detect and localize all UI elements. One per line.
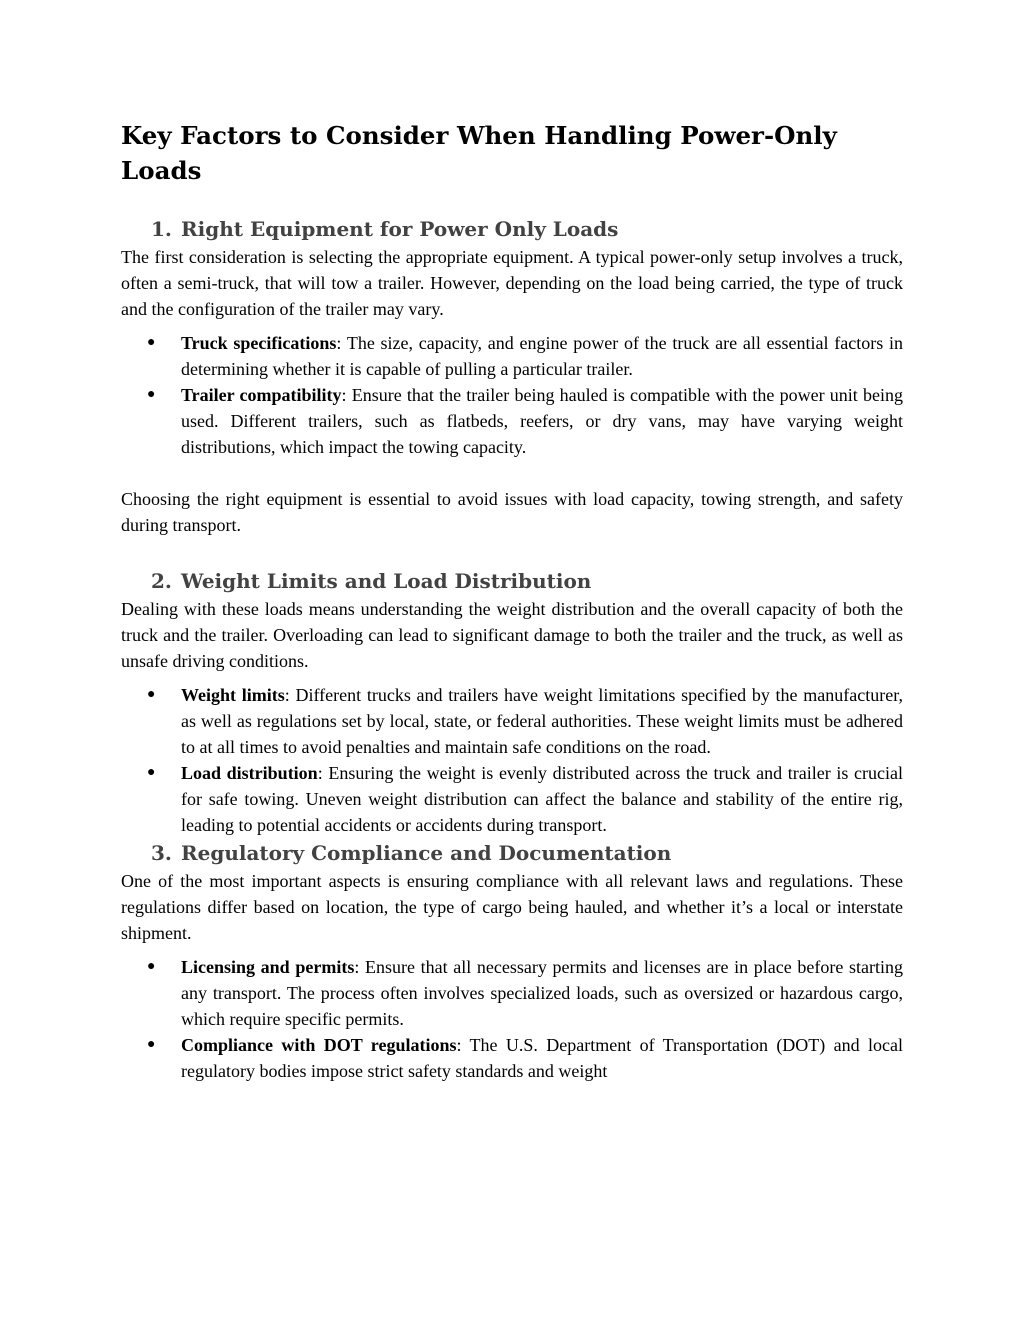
- bullet-list: [121, 330, 903, 460]
- bullet-icon: ●: [147, 765, 156, 780]
- list-item: [121, 382, 903, 460]
- section-intro: Dealing with these loads means understanding the weight distribution and the overall capacity of both the truck and the trailer. Overloading can lead to significant damage to both the trailer and the truck, as well as unsafe driving conditions.: [121, 599, 903, 671]
- bullet-icon: ●: [147, 335, 156, 350]
- bullet-term: Weight limits: [181, 685, 285, 705]
- section-heading: [121, 214, 903, 244]
- section-intro: The first consideration is selecting the appropriate equipment. A typical power-only setup involves a truck, often a semi-truck, that will tow a trailer. However, depending on the load being carried, the type of truck and the configuration of the trailer may vary.: [121, 247, 903, 319]
- section-number: 2.: [151, 569, 172, 593]
- bullet-text: : Ensure that all necessary permits and licenses are in place before starting any transport. The process often involves specialized loads, such as oversized or hazardous cargo, which require specific permits.: [181, 957, 903, 1029]
- bullet-text: : Ensure that the trailer being hauled is compatible with the power unit being used. Different trailers, such as flatbeds, reefers, or dry vans, may have varying weight distributions, which impact the towing capacity.: [181, 385, 903, 457]
- bullet-icon: ●: [147, 387, 156, 402]
- list-item: [121, 1032, 903, 1084]
- bullet-term: Truck specifications: [181, 333, 337, 353]
- bullet-text: : Ensuring the weight is evenly distributed across the truck and trailer is crucial for safe towing. Uneven weight distribution can affect the balance and stability of the entire rig, leading to potential accidents or accidents during transport.: [181, 763, 904, 835]
- bullet-text: : The U.S. Department of Transportation (DOT) and local regulatory bodies impose strict safety standards and weight: [181, 1035, 904, 1081]
- bullet-text: : Different trucks and trailers have weight limitations specified by the manufacturer, as well as regulations set by local, state, or federal authorities. These weight limits must be adhered to at all times to avoid penalties and maintain safe conditions on the road.: [181, 685, 903, 757]
- bullet-term: Trailer compatibility: [181, 385, 342, 405]
- section-title: Right Equipment for Power Only Loads: [181, 217, 619, 241]
- document-title: Key Factors to Consider When Handling Power-Only Loads: [121, 121, 837, 185]
- bullet-icon: ●: [147, 687, 156, 702]
- bullet-icon: ●: [147, 1037, 156, 1052]
- section-intro: One of the most important aspects is ensuring compliance with all relevant laws and regulations. These regulations differ based on location, the type of cargo being hauled, and whether it’s a local or interstate shipment.: [121, 871, 903, 943]
- list-item: [121, 682, 903, 760]
- section-title: Weight Limits and Load Distribution: [181, 569, 592, 593]
- section-heading: [121, 838, 903, 868]
- bullet-term: Load distribution: [181, 763, 318, 783]
- bullet-list: [121, 954, 903, 1084]
- document-page: [121, 118, 903, 1084]
- bullet-term: Licensing and permits: [181, 957, 355, 977]
- list-item: [121, 954, 903, 1032]
- section-number: 1.: [151, 217, 172, 241]
- section-number: 3.: [151, 841, 172, 865]
- section-2: [121, 566, 903, 838]
- section-3: [121, 838, 903, 1084]
- bullet-text: : The size, capacity, and engine power of the truck are all essential factors in determining whether it is capable of pulling a particular trailer.: [181, 333, 903, 379]
- section-1: [121, 214, 903, 538]
- section-title: Regulatory Compliance and Documentation: [181, 841, 672, 865]
- bullet-term: Compliance with DOT regulations: [181, 1035, 457, 1055]
- bullet-list: [121, 682, 903, 838]
- section-heading: [121, 566, 903, 596]
- bullet-icon: ●: [147, 959, 156, 974]
- list-item: [121, 330, 903, 382]
- section-closing: Choosing the right equipment is essential to avoid issues with load capacity, towing strength, and safety during transport.: [121, 489, 903, 535]
- list-item: [121, 760, 903, 838]
